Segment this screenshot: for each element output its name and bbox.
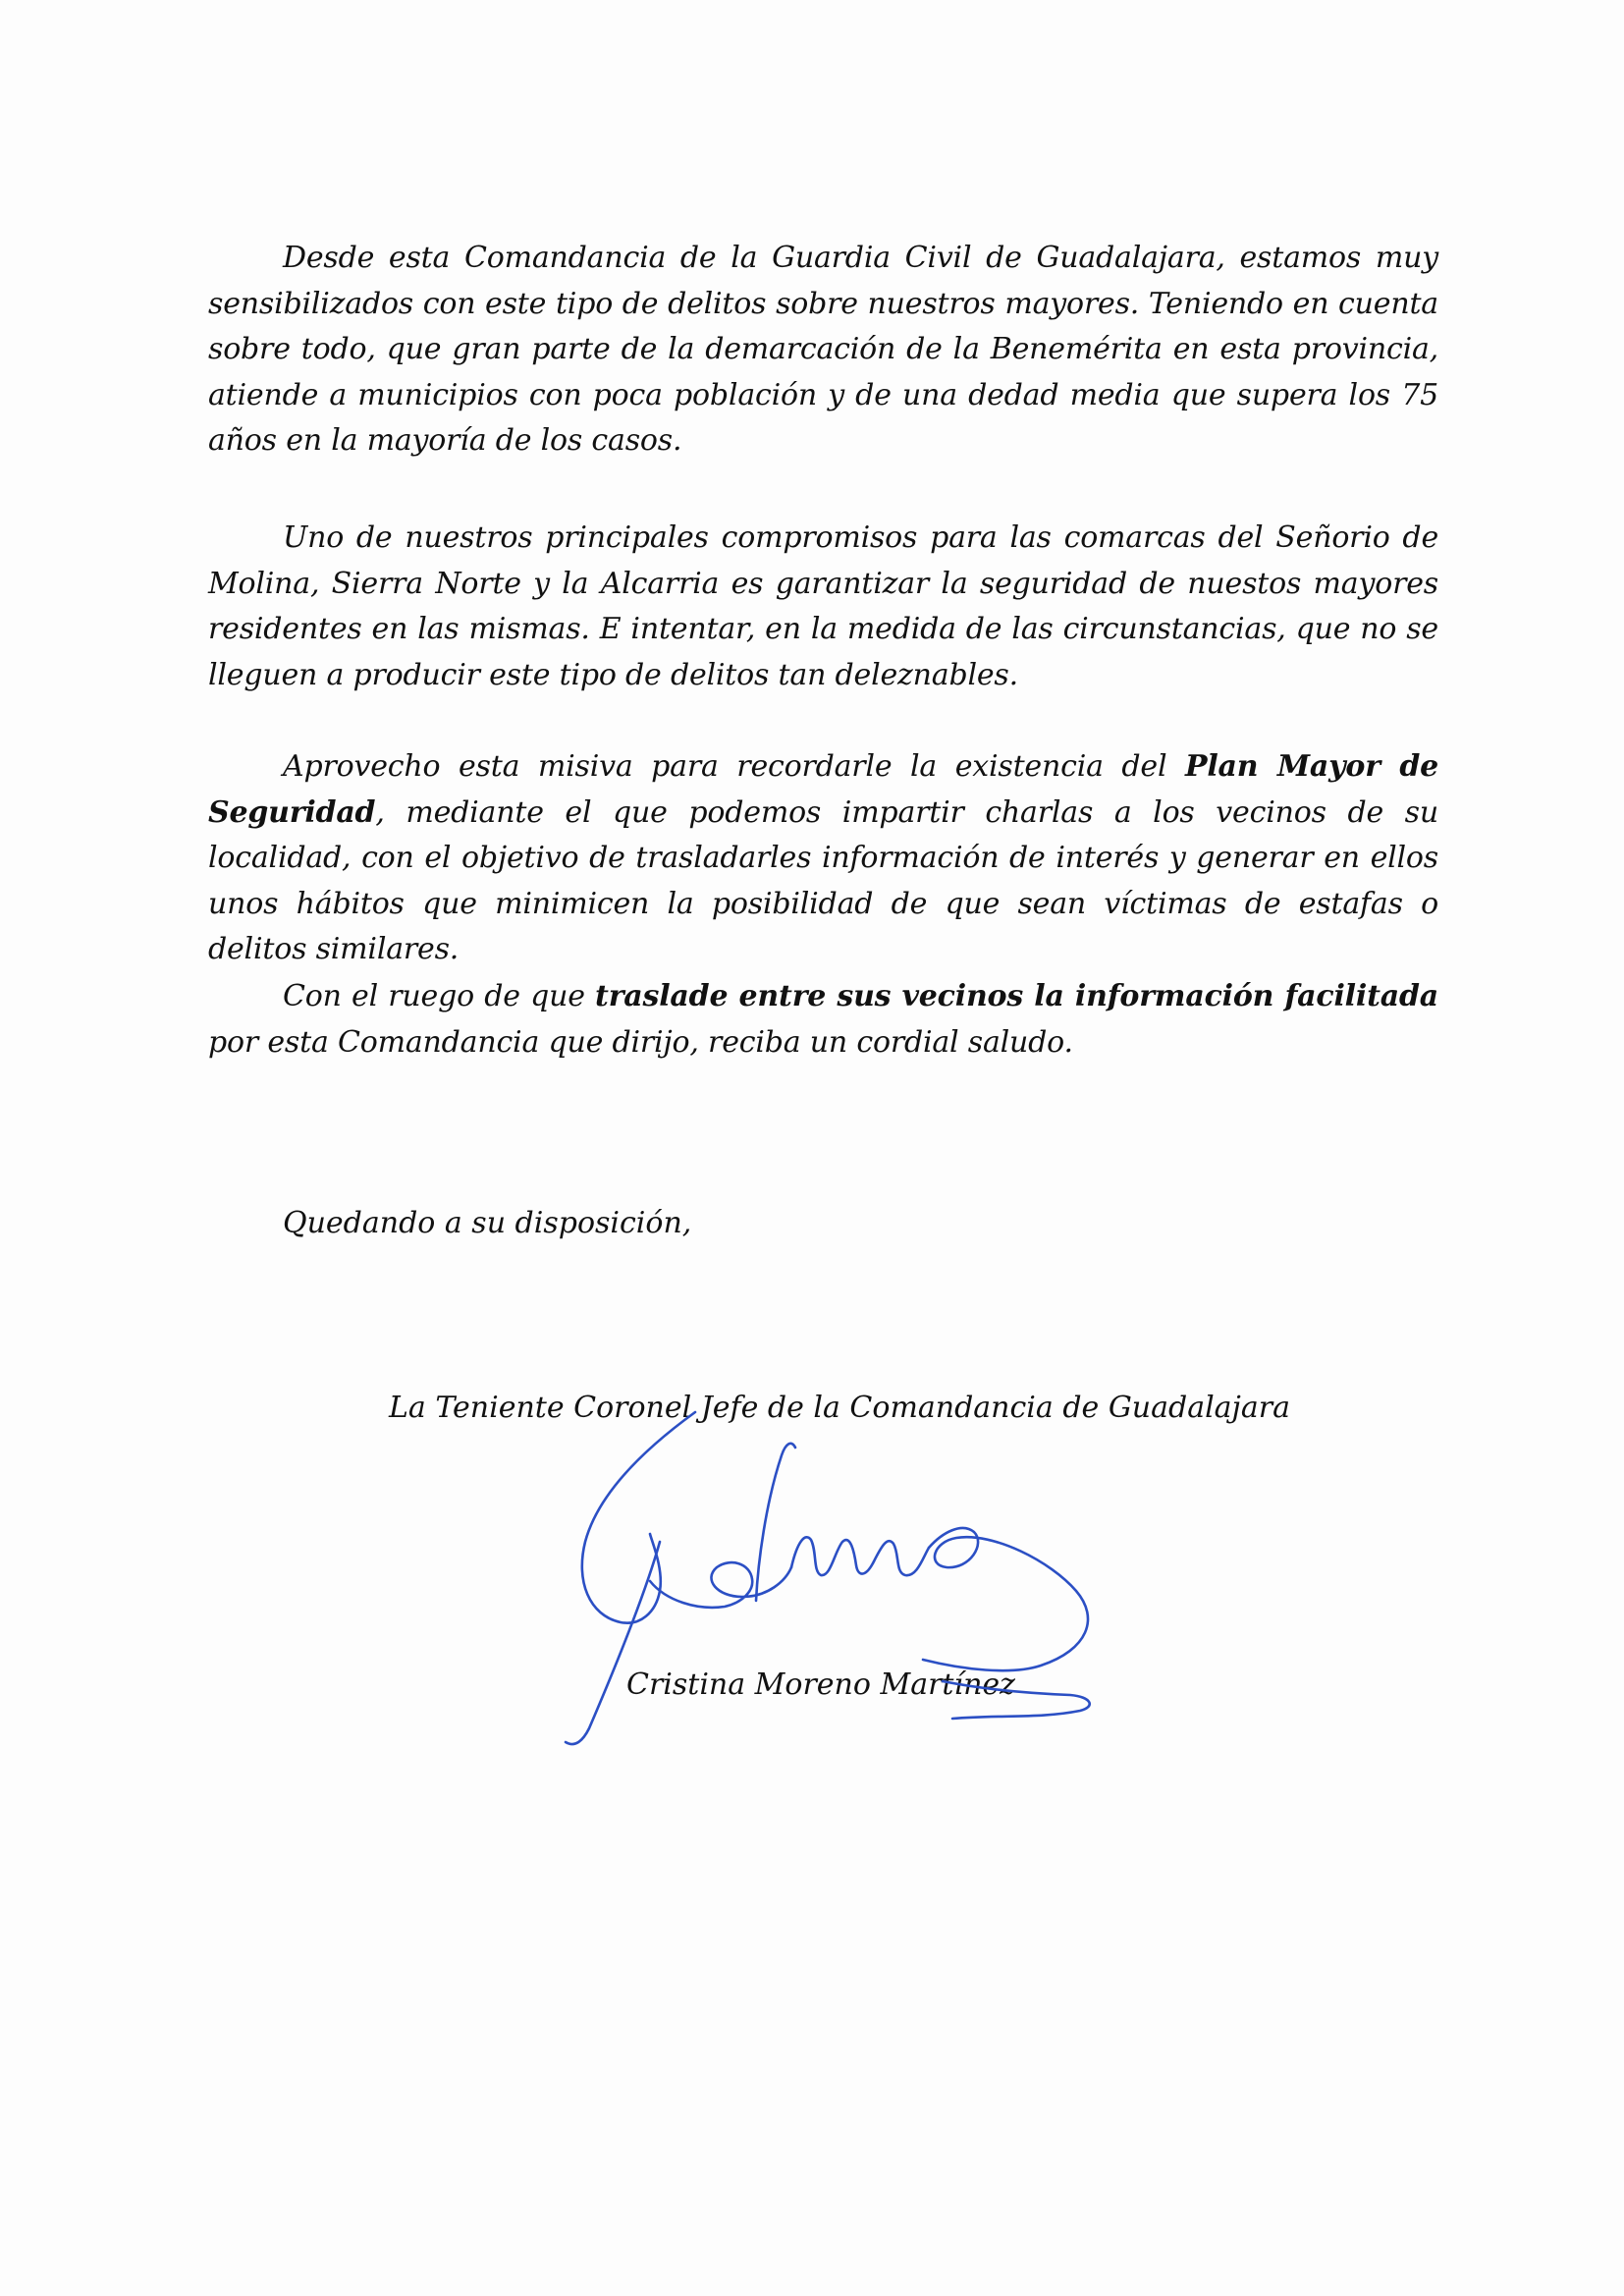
handwritten-signature	[550, 1394, 1159, 1768]
signer-name: Cristina Moreno Martínez	[626, 1667, 1015, 1702]
plan-mayor-seguridad-emphasis: Plan Mayor de Seguridad	[208, 749, 1439, 830]
body-paragraph-3	[208, 744, 1438, 973]
closing-line: Quedando a su disposición,	[283, 1206, 692, 1240]
body-paragraph-2: Uno de nuestros principales compromisos para las comarcas del Señorio de Molina, Sierra Norte y la Alcarria es garantizar la seguridad de nuestos mayores residentes en las mismas. E intentar, en la medida de las circunstancias, que no se lleguen a producir este tipo de delitos tan deleznables.	[208, 520, 1438, 692]
request-emphasis: traslade entre sus vecinos la información facilitada	[595, 979, 1438, 1013]
paragraph-4-text-start: Con el ruego de que	[283, 979, 596, 1013]
signer-title: La Teniente Coronel Jefe de la Comandancia de Guadalajara	[389, 1391, 1290, 1425]
body-paragraph-1: Desde esta Comandancia de la Guardia Civil de Guadalajara, estamos muy sensibilizados con este tipo de delitos sobre nuestros mayores. Teniendo en cuenta sobre todo, que gran parte de la demarcación de la Benemérita en esta provincia, atiende a municipios con poca población y de una dedad media que supera los 75 años en la mayoría de los casos.	[208, 241, 1438, 458]
body-paragraph-4	[208, 974, 1438, 1066]
paragraph-4-text-end: por esta Comandancia que dirijo, reciba un cordial saludo.	[208, 1024, 1073, 1060]
paragraph-3-text-start: Aprovecho esta misiva para recordarle la existencia del	[283, 749, 1185, 784]
paragraph-3-text-end: , mediante el que podemos impartir charlas a los vecinos de su localidad, con el objetivo de trasladarles información de interés y generar en ellos unos hábitos que minimicen la posibilidad de que sean víctimas de estafas o delitos similares.	[208, 794, 1438, 966]
